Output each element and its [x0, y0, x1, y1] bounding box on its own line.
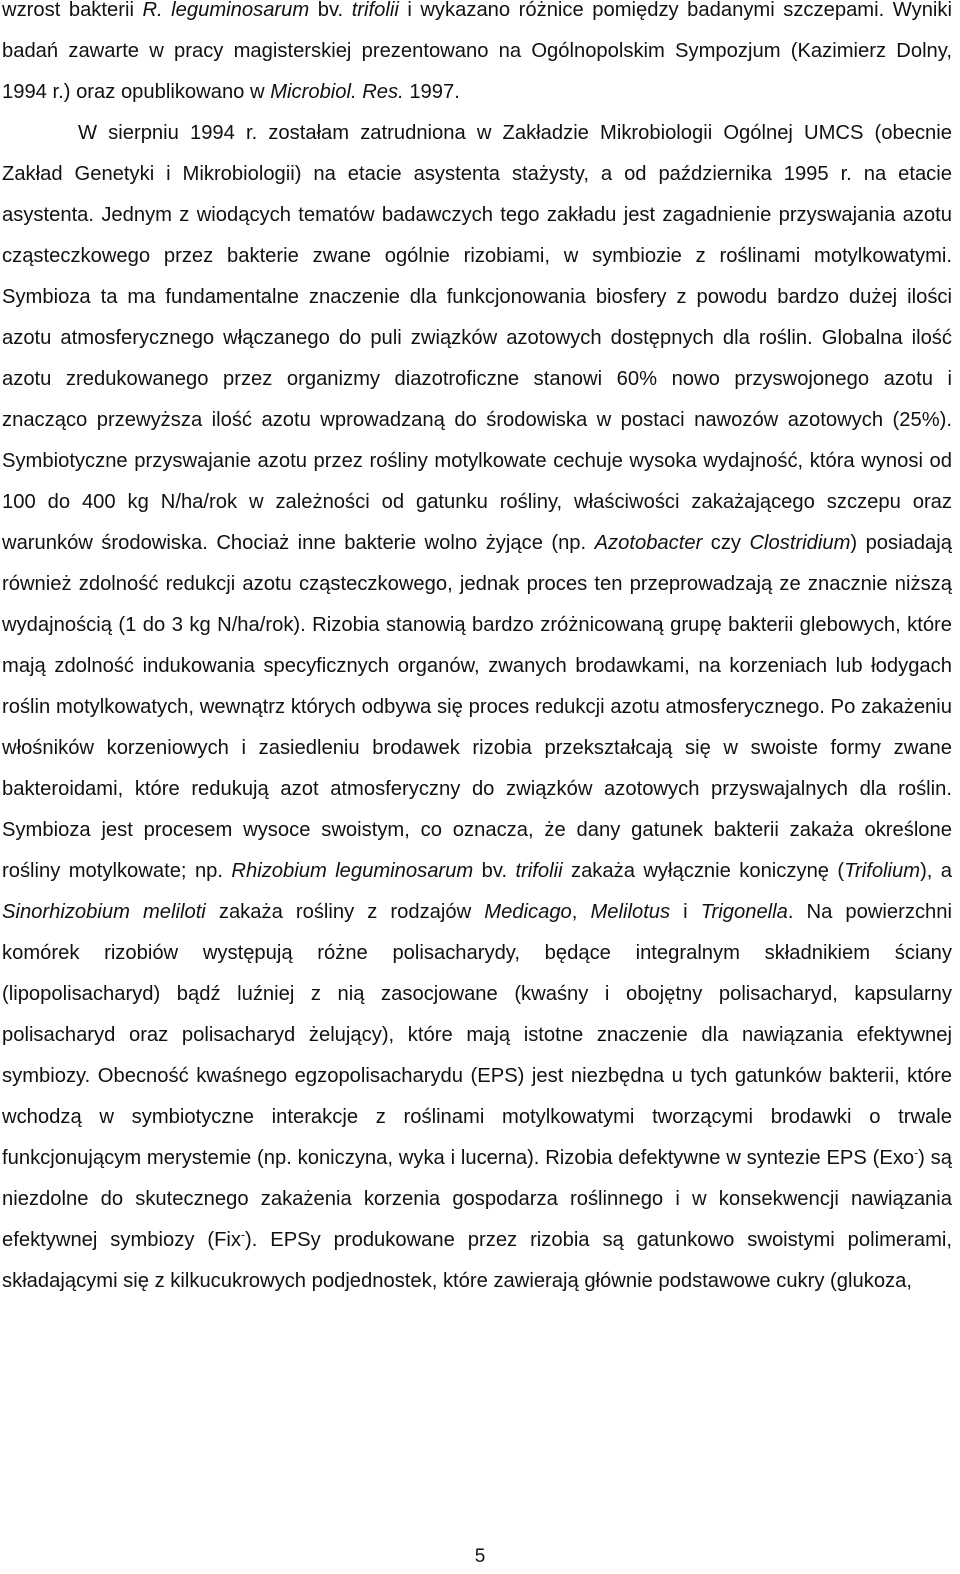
text-run: Microbiol. Res.	[270, 81, 404, 103]
body-text	[2, 0, 952, 1302]
text-run: ) posiadają również zdolność redukcji azotu cząsteczkowego, jednak proces ten przeprowadzają ze znacznie niższą wydajnością (1 do 3 kg N/ha/rok). Rizobia stanowią bardzo zróżnicowaną grupę bakterii glebowych, które mają zdolność indukowania specyficznych organów, zwanych brodawkami, na korzeniach lub łodygach roślin motylkowatych, wewnątrz których odbywa się proces redukcji azotu atmosferycznego. Po zakażeniu włośników korzeniowych i zasiedleniu brodawek rizobia przekształcają się w swoiste formy zwane bakteroidami, które redukują azot atmosferyczny do związków azotowych przyswajalnych dla roślin. Symbioza jest procesem wysoce swoistym, co oznacza, że dany gatunek bakterii zakaża określone rośliny motylkowate; np.	[2, 532, 953, 882]
text-run: Trigonella	[700, 901, 788, 923]
text-run: -	[914, 1145, 919, 1160]
text-run: trifolii	[515, 860, 563, 882]
text-run: ), a	[920, 860, 953, 882]
text-run: zakaża wyłącznie koniczynę (	[562, 860, 845, 882]
text-run: R. leguminosarum	[142, 0, 310, 21]
text-run: trifolii	[351, 0, 399, 21]
text-run: bv.	[309, 0, 352, 21]
text-run: ,	[571, 901, 591, 923]
text-run: -	[240, 1227, 245, 1242]
text-run: bv.	[473, 860, 516, 882]
text-run: Sinorhizobium meliloti	[2, 901, 206, 923]
page-number: 5	[474, 1546, 486, 1567]
text-run: zakaża rośliny z rodzajów	[205, 901, 485, 923]
paragraph-2	[2, 113, 952, 1302]
text-run: i wykazano różnice pomiędzy badanymi szczepami. Wyniki badań zawarte w pracy magisterskiej prezentowano na Ogólnopolskim Sympozjum (Kazimierz Dolny, 1994 r.) oraz opublikowano w	[2, 0, 952, 103]
text-run: Medicago	[484, 901, 572, 923]
text-run: W sierpniu 1994 r. zostałam zatrudniona w Zakładzie Mikrobiologii Ogólnej UMCS (obecnie Zakład Genetyki i Mikrobiologii) na etacie asystenta stażysty, a od października 1995 r. na etacie asystenta. Jednym z wiodących tematów badawczych tego zakładu jest zagadnienie przyswajania azotu cząsteczkowego przez bakterie zwane ogólnie rizobiami, w symbiozie z roślinami motylkowatymi. Symbioza ta ma fundamentalne znaczenie dla funkcjonowania biosfery z powodu bardzo dużej ilości azotu atmosferycznego włączanego do puli związków azotowych dostępnych dla roślin. Globalna ilość azotu zredukowanego przez organizmy diazotroficzne stanowi 60% nowo przyswojonego azotu i znacząco przewyższa ilość azotu wprowadzaną do środowiska w postaci nawozów azotowych (25%). Symbiotyczne przyswajanie azotu przez rośliny motylkowate cechuje wysoka wydajność, która wynosi od 100 do 400 kg N/ha/rok w zależności od gatunku rośliny, właściwości zakażającego szczepu oraz warunków środowiska. Chociaż inne bakterie wolno żyjące (np.	[2, 122, 952, 554]
text-run: . Na powierzchni komórek rizobiów występują różne polisacharydy, będące integralnym składnikiem ściany (lipopolisacharyd) bądź luźniej z nią zasocjowane (kwaśny i obojętny polisacharyd, kapsularny polisacharyd oraz polisacharyd żelujący), które mają istotne znaczenie dla nawiązania efektywnej symbiozy. Obecność kwaśnego egzopolisacharydu (EPS) jest niezbędna u tych gatunków bakterii, które wchodzą w symbiotyczne interakcje z roślinami motylkowatymi tworzącymi brodawki o trwale funkcjonującym merystemie (np. koniczyna, wyka i lucerna). Rizobia defektywne w syntezie EPS (Exo	[2, 901, 952, 1169]
text-run: Melilotus	[590, 901, 671, 923]
text-run: ). EPSy produkowane przez rizobia są gatunkowo swoistymi polimerami, składającymi się z kilkucukrowych podjednostek, które zawierają głównie podstawowe cukry (glukoza,	[2, 1229, 952, 1292]
text-run: wzrost bakterii	[2, 0, 143, 21]
text-run: 1997.	[403, 81, 460, 103]
text-run: Clostridium	[749, 532, 851, 554]
text-run: Rhizobium leguminosarum	[231, 860, 474, 882]
text-run: Azotobacter	[594, 532, 703, 554]
text-run: czy	[702, 532, 750, 554]
text-run: Trifolium	[844, 860, 921, 882]
text-run: ) są niezdolne do skutecznego zakażenia korzenia gospodarza roślinnego i w konsekwencji nawiązania efektywnej symbiozy (Fix	[2, 1147, 952, 1251]
paragraph-1	[2, 0, 952, 113]
text-run: i	[670, 901, 701, 923]
